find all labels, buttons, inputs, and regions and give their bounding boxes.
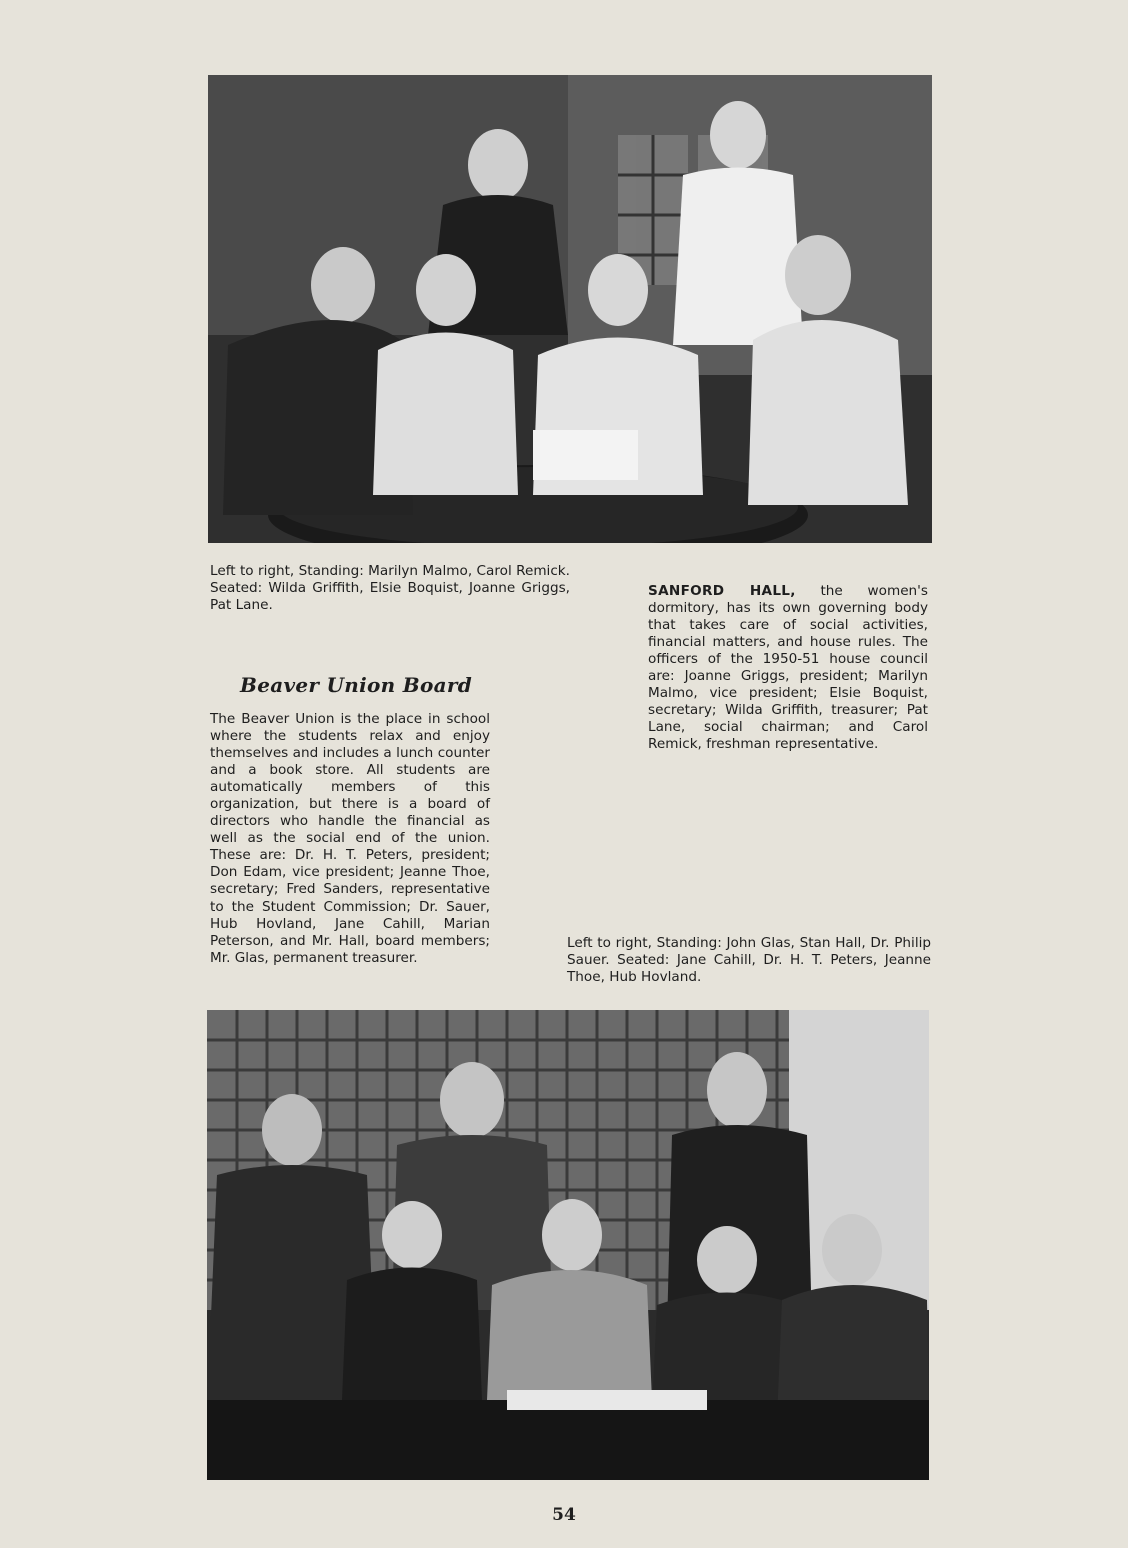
beaver-union-board-text: The Beaver Union is the place in school where the students relax and enjoy themselves and includes a lunch counter and a book store. All students are automatically members of this organization, but there is a board of directors who handle the financial as well as the social end of the union. These are: Dr. H. T. Peters, president; Don Edam, vice president; Jeanne Thoe, secretary; Fred Sanders, representative to the Student Commission; Dr. Sauer, Hub Hovland, Jane Cahill, Marian Peterson, and Mr. Hall, board members; Mr. Glas, permanent treasurer. [210, 711, 490, 966]
photo-beaver-union-board [207, 1010, 929, 1480]
photo-beaver-union-board-image [207, 1010, 929, 1480]
photo-sanford-hall-council-image [208, 75, 932, 543]
photo-sanford-hall-council [208, 75, 932, 543]
caption-bottom-photo: Left to right, Standing: John Glas, Stan Hall, Dr. Philip Sauer. Seated: Jane Cahill, Dr. H. T. Peters, Jeanne Thoe, Hub Hovland. [567, 935, 931, 985]
sanford-hall-text [648, 583, 928, 753]
beaver-union-board-heading: Beaver Union Board [240, 673, 472, 697]
sanford-hall-lead: SANFORD HALL, [648, 583, 796, 599]
caption-top-photo: Left to right, Standing: Marilyn Malmo, Carol Remick. Seated: Wilda Griffith, Elsie Boquist, Joanne Griggs, Pat Lane. [210, 563, 570, 613]
sanford-hall-description: the women's dormitory, has its own governing body that takes care of social activities, financial matters, and house rules. The officers of the 1950-51 house council are: Joanne Griggs, president; Marilyn Malmo, vice president; Elsie Boquist, secretary; Wilda Griffith, treasurer; Pat Lane, social chairman; and Carol Remick, freshman representative. [648, 583, 928, 753]
page-number: 54 [552, 1505, 576, 1525]
